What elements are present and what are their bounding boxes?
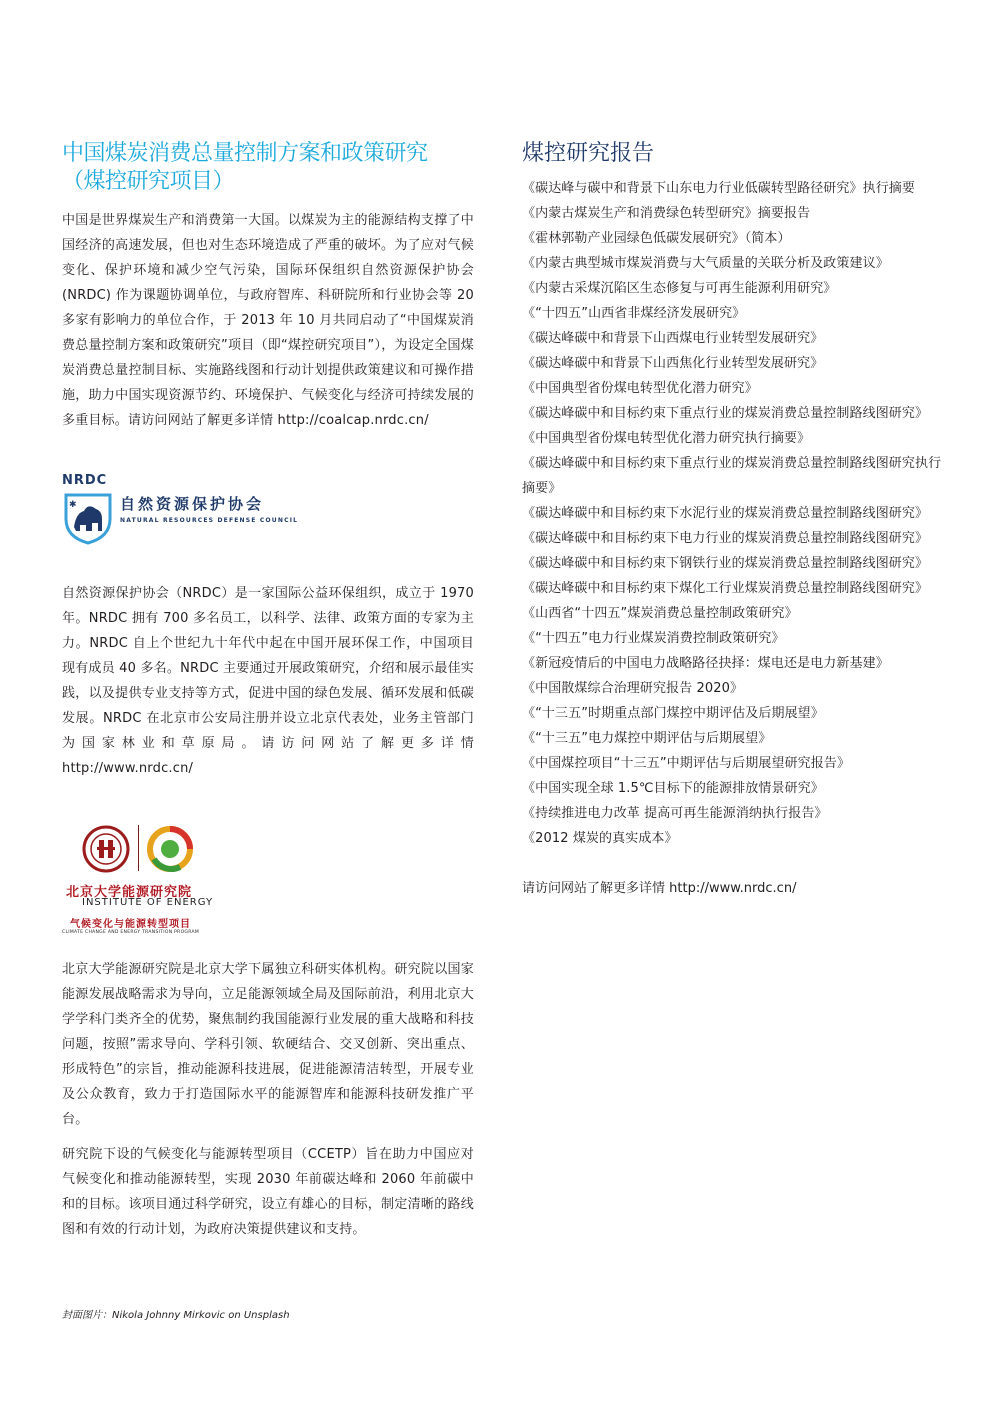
- nrdc-description: 自然资源保护协会（NRDC）是一家国际公益环保组织，成立于 1970 年。NRDC 拥有 700 多名员工，以科学、法律、政策方面的专家为主力。NRDC 自上个世纪九十年代中起在中国开展环保工作，中国项目现有成员 40 多名。NRDC 主要通过开展政策研究，介绍和展示最佳实践，以及提供专业支持等方式，促进中国的绿色发展、循环发展和低碳发展。NRDC 在北京市公安局注册并设立北京代表处，业务主管部门为国家林业和草原局。请访问网站了解更多详情 http://www.nrdc.cn/: [62, 586, 474, 776]
- report-item: 《山西省“十四五”煤炭消费总量控制政策研究》: [522, 606, 798, 621]
- report-item: 《碳达峰碳中和目标约束下钢铁行业的煤炭消费总量控制路线图研究》: [522, 556, 929, 571]
- report-item: 《中国散煤综合治理研究报告 2020》: [522, 681, 744, 696]
- report-item: 《“十四五”山西省非煤经济发展研究》: [522, 306, 746, 321]
- report-item: 《碳达峰碳中和背景下山西煤电行业转型发展研究》: [522, 331, 824, 346]
- nrdc-shield-bear-icon: [62, 489, 114, 545]
- report-item: 《内蒙古采煤沉陷区生态修复与可再生能源利用研究》: [522, 281, 837, 296]
- reports-title: 煤控研究报告: [522, 141, 655, 166]
- report-item: 《碳达峰碳中和目标约束下重点行业的煤炭消费总量控制路线图研究执行摘要》: [522, 456, 942, 496]
- report-item: 《碳达峰碳中和目标约束下重点行业的煤炭消费总量控制路线图研究》: [522, 406, 929, 421]
- nrdc-logo-cn: 自然资源保护协会: [120, 495, 265, 513]
- report-item: 《中国煤控项目“十三五”中期评估与后期展望研究报告》: [522, 756, 851, 771]
- pku-project-en: CLIMATE CHANGE AND ENERGY TRANSITION PROGRAM: [62, 930, 200, 935]
- coalcap-intro: 中国是世界煤炭生产和消费第一大国。以煤炭为主的能源结构支撑了中国经济的高速发展，但也对生态环境造成了严重的破坏。为了应对气候变化、保护环境和减少空气污染，国际环保组织自然资源保护协会 (NRDC) 作为课题协调单位，与政府智库、科研院所和行业协会等 20 多家有影响力的单位合作，于 2013 年 10 月共同启动了“中国煤炭消费总量控制方案和政策研究”项目（即“煤控研究项目”），为设定全国煤炭消费总量控制目标、实施路线图和行动计划提供政策建议和可操作措施，助力中国实现资源节约、环境保护、气候变化与经济可持续发展的多重目标。请访问网站了解更多详情 http://coalcap.nrdc.cn/: [62, 213, 474, 428]
- report-item: 《内蒙古煤炭生产和消费绿色转型研究》摘要报告: [522, 206, 811, 221]
- coalcap-title-line1: 中国煤炭消费总量控制方案和政策研究: [62, 141, 428, 166]
- pku-seal-icon: [82, 825, 130, 873]
- pku-logo-en: INSTITUTE OF ENERGY: [82, 897, 214, 908]
- pku-logo-cn: 北京大学能源研究院: [66, 885, 193, 900]
- report-item: 《持续推进电力改革 提高可再生能源消纳执行报告》: [522, 806, 828, 821]
- nrdc-logo-en: NATURAL RESOURCES DEFENSE COUNCIL: [120, 517, 299, 524]
- cover-photo-credit: 封面图片：Nikola Johnny Mirkovic on Unsplash: [62, 1310, 290, 1321]
- energy-ring-icon: [146, 825, 194, 873]
- report-item: 《中国典型省份煤电转型优化潜力研究》: [522, 381, 758, 396]
- report-item: 《碳达峰碳中和目标约束下水泥行业的煤炭消费总量控制路线图研究》: [522, 506, 929, 521]
- pku-energy-logo: [62, 825, 474, 937]
- right-column: [522, 140, 942, 914]
- report-item: 《碳达峰碳中和背景下山西焦化行业转型发展研究》: [522, 356, 824, 371]
- logo-divider: [138, 825, 139, 871]
- report-item: 《霍林郭勒产业园绿色低碳发展研究》（简本）: [522, 231, 791, 246]
- nrdc-logo: [62, 473, 474, 553]
- pku-description: 北京大学能源研究院是北京大学下属独立科研实体机构。研究院以国家能源发展战略需求为导向，立足能源领域全局及国际前沿，利用北京大学学科门类齐全的优势，聚焦制约我国能源行业发展的重大战略和科技问题，按照”需求导向、学科引领、软硬结合、交叉创新、突出重点、形成特色”的宗旨，推动能源科技进展，促进能源清洁转型，开展专业及公众教育，致力于打造国际水平的能源智库和能源科技研发推广平台。: [62, 962, 474, 1127]
- ccetp-description: 研究院下设的气候变化与能源转型项目（CCETP）旨在助力中国应对气候变化和推动能源转型，实现 2030 年前碳达峰和 2060 年前碳中和的目标。该项目通过科学研究，设立有雄心的目标，制定清晰的路线图和有效的行动计划，为政府决策提供建议和支持。: [62, 1147, 474, 1237]
- nrdc-logo-wordmark: NRDC: [62, 473, 108, 488]
- report-item: 《“十三五”时期重点部门煤控中期评估及后期展望》: [522, 706, 824, 721]
- report-item: 《内蒙古典型城市煤炭消费与大气质量的关联分析及政策建议》: [522, 256, 889, 271]
- report-item: 《碳达峰与碳中和背景下山东电力行业低碳转型路径研究》执行摘要: [522, 181, 916, 196]
- report-item: 《“十三五”电力煤控中期评估与后期展望》: [522, 731, 772, 746]
- report-item: 《中国实现全球 1.5℃目标下的能源排放情景研究》: [522, 781, 824, 796]
- left-column: [62, 140, 474, 1242]
- report-item: 《碳达峰碳中和目标约束下煤化工行业煤炭消费总量控制路线图研究》: [522, 581, 929, 596]
- svg-text:✱: ✱: [69, 500, 77, 510]
- report-item: 《碳达峰碳中和目标约束下电力行业的煤炭消费总量控制路线图研究》: [522, 531, 929, 546]
- report-item: 《中国典型省份煤电转型优化潜力研究执行摘要》: [522, 431, 811, 446]
- report-list: [522, 176, 942, 851]
- report-item: 《“十四五”电力行业煤炭消费控制政策研究》: [522, 631, 785, 646]
- report-item: 《2012 煤炭的真实成本》: [522, 831, 678, 846]
- nrdc-website-note: 请访问网站了解更多详情 http://www.nrdc.cn/: [522, 881, 797, 896]
- pku-project-cn: 气候变化与能源转型项目: [70, 919, 191, 930]
- coalcap-title-line2: （煤控研究项目）: [62, 169, 235, 194]
- coalcap-title: [62, 140, 474, 196]
- report-item: 《新冠疫情后的中国电力战略路径抉择：煤电还是电力新基建》: [522, 656, 889, 671]
